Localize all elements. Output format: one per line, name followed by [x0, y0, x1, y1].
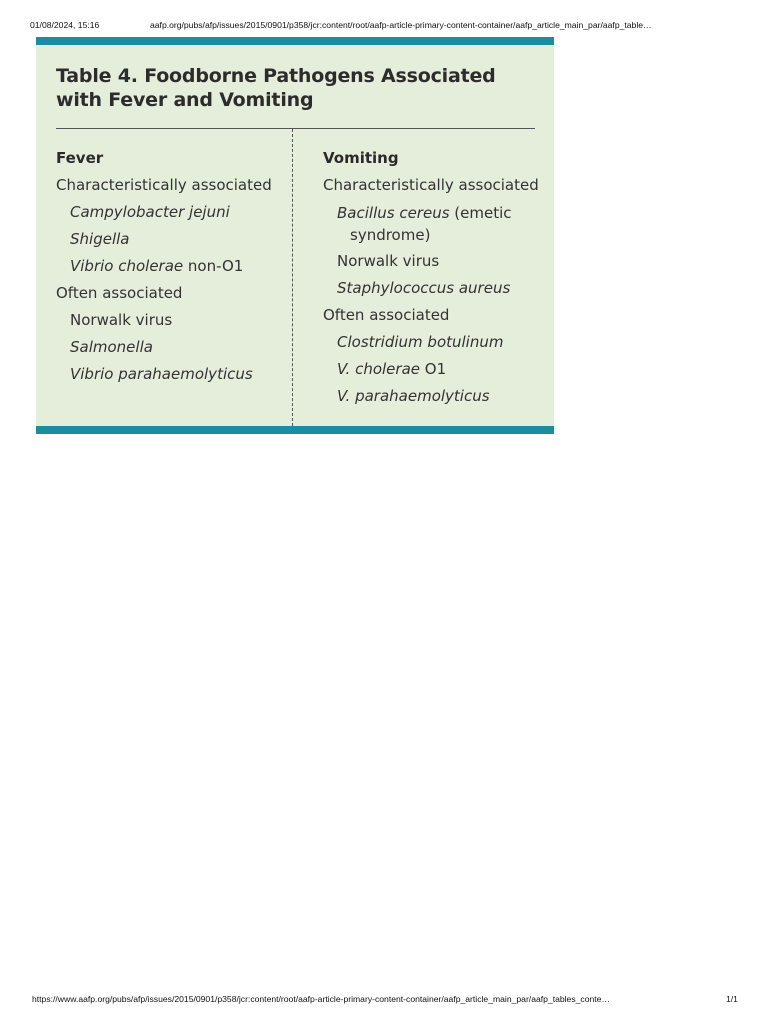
organism-name: Campylobacter jejuni: [70, 203, 230, 221]
organism-name: Salmonella: [70, 338, 153, 356]
organism-name: Shigella: [70, 230, 130, 248]
organism-name: Staphylococcus aureus: [337, 279, 511, 297]
list-item: [323, 386, 545, 413]
page-number: 1/1: [726, 994, 738, 1004]
print-header: [0, 14, 768, 28]
table-title-line-1: Table 4. Foodborne Pathogens Associated: [56, 65, 496, 87]
print-page-title: aafp.org/pubs/afp/issues/2015/0901/p358/jcr:content/root/aafp-article-primary-content-container/aafp_article_main_par/aafp_table…: [150, 20, 652, 30]
column-divider: [292, 129, 293, 426]
list-item: [323, 278, 545, 305]
table-title: [56, 64, 536, 112]
list-item: [323, 251, 545, 278]
title-divider: [56, 128, 535, 129]
list-item: [56, 364, 288, 391]
vomiting-heading: Vomiting: [323, 149, 399, 167]
organism-name: Vibrio parahaemolyticus: [70, 365, 253, 383]
vomiting-often-label: Often associated: [323, 306, 450, 324]
organism-note: (emetic: [449, 204, 512, 222]
list-item: [323, 332, 545, 359]
organism-note: Norwalk virus: [337, 252, 440, 270]
organism-name: V. parahaemolyticus: [337, 387, 490, 405]
list-item: [56, 202, 288, 229]
list-item: [323, 359, 545, 386]
table-title-line-2: with Fever and Vomiting: [56, 89, 314, 111]
print-date: 01/08/2024, 15:16: [30, 20, 100, 30]
fever-often-label: Often associated: [56, 284, 183, 302]
list-item: [323, 202, 545, 251]
pathogen-table-card: [36, 37, 554, 434]
table-top-accent-bar: [36, 37, 554, 45]
print-url: https://www.aafp.org/pubs/afp/issues/2015/0901/p358/jcr:content/root/aafp-article-primary-content-container/aafp_article_main_par/aafp_tables_conte…: [32, 994, 611, 1004]
organism-note: non-O1: [183, 257, 244, 275]
organism-note: O1: [420, 360, 447, 378]
table-bottom-accent-bar: [36, 426, 554, 434]
fever-heading: Fever: [56, 149, 104, 167]
organism-name: Vibrio cholerae: [70, 257, 184, 275]
organism-name: V. cholerae: [337, 360, 420, 378]
list-item: [56, 337, 288, 364]
list-item: [56, 229, 288, 256]
list-item: [56, 256, 288, 283]
list-item: [56, 310, 288, 337]
organism-name: Bacillus cereus: [337, 204, 450, 222]
fever-column: [56, 148, 288, 391]
organism-note-continuation: syndrome): [350, 226, 431, 244]
vomiting-column: [323, 148, 545, 413]
organism-note: Norwalk virus: [70, 311, 173, 329]
vomiting-characteristic-label: Characteristically associated: [323, 176, 539, 194]
organism-name: Clostridium botulinum: [337, 333, 504, 351]
print-footer: [0, 992, 768, 1006]
fever-characteristic-label: Characteristically associated: [56, 176, 272, 194]
